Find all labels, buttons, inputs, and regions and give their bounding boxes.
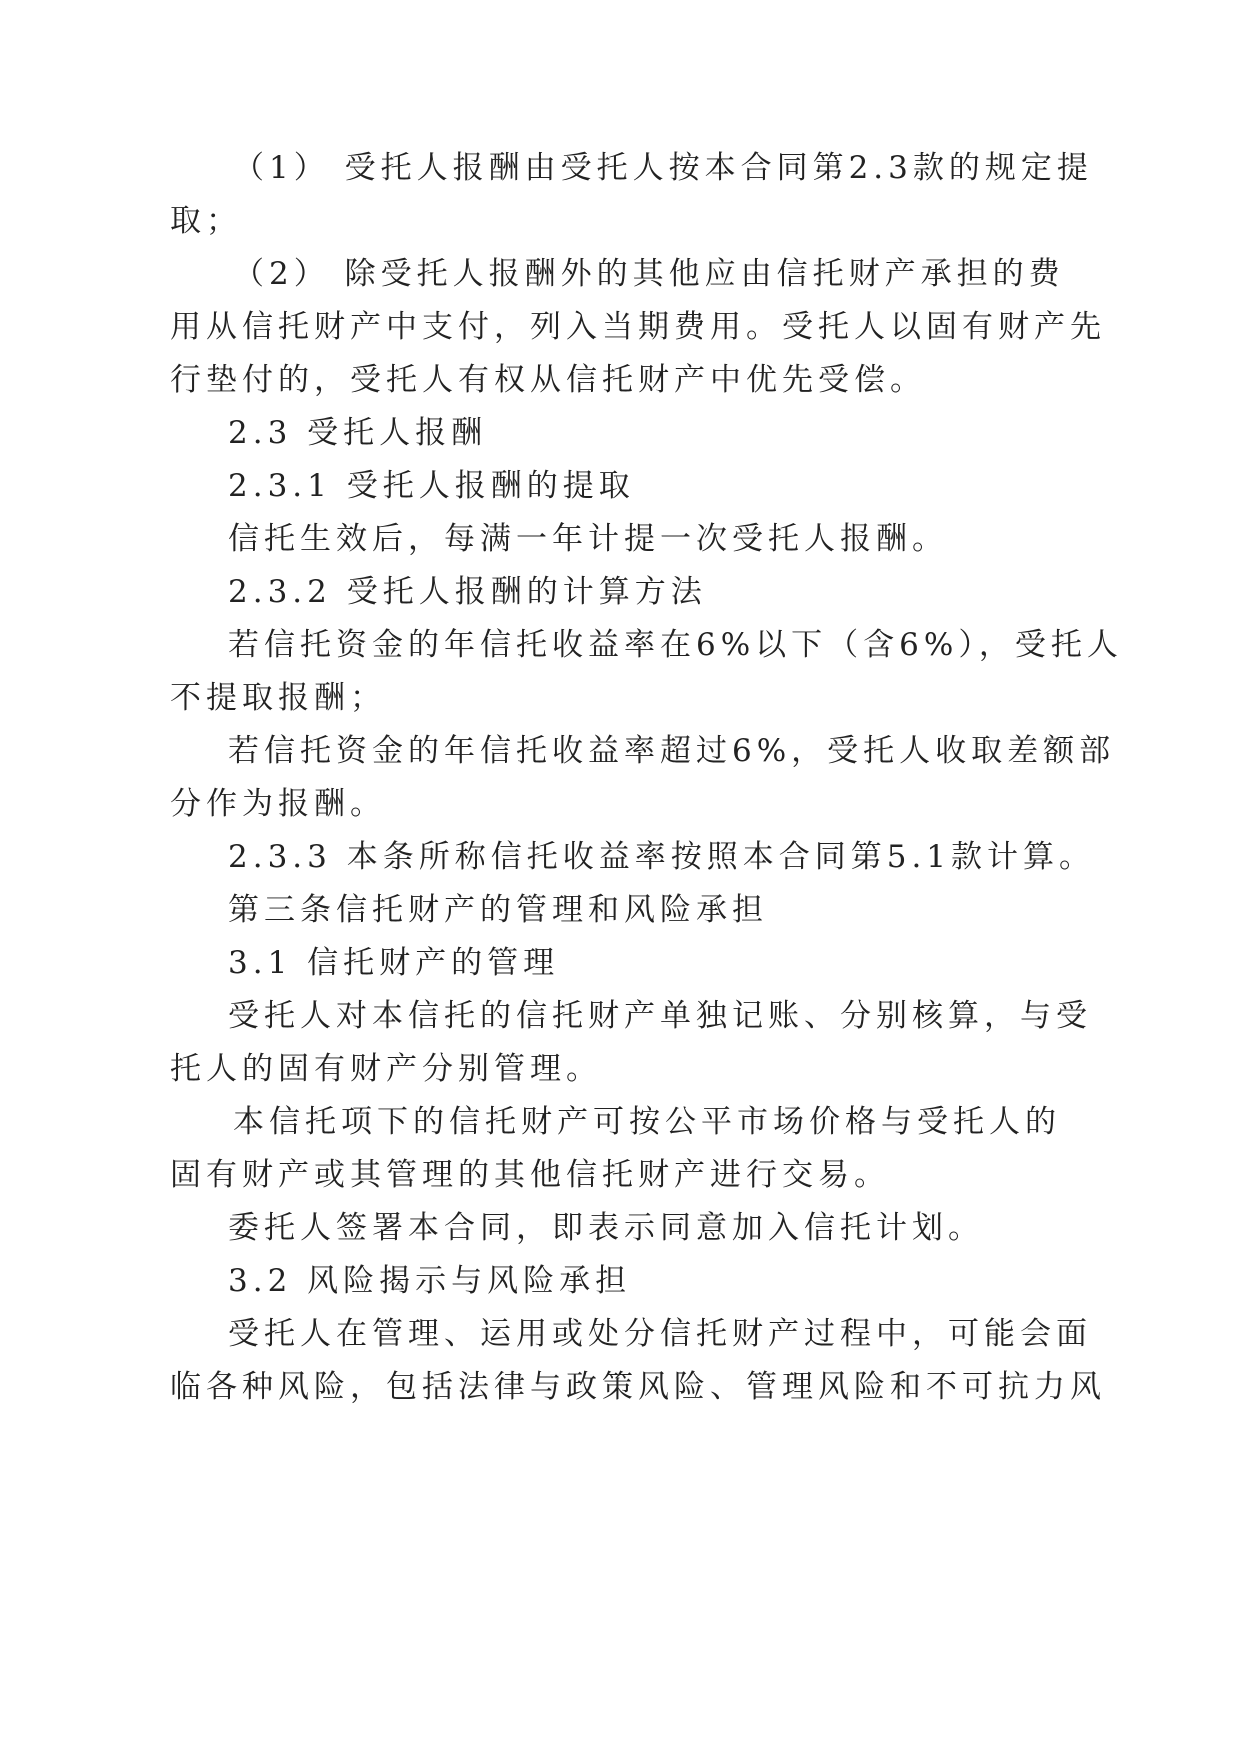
text-line: 固有财产或其管理的其他信托财产进行交易。 — [170, 1157, 890, 1193]
text-line: 行垫付的，受托人有权从信托财产中优先受偿。 — [170, 362, 926, 398]
text-line: 信托生效后，每满一年计提一次受托人报酬。 — [228, 521, 948, 557]
text-line: 若信托资金的年信托收益率在6%以下（含6%），受托人 — [228, 627, 1123, 663]
text-line: 临各种风险，包括法律与政策风险、管理风险和不可抗力风 — [170, 1369, 1106, 1405]
article-heading: 第三条信托财产的管理和风险承担 — [228, 892, 768, 928]
text-line: 本信托项下的信托财产可按公平市场价格与受托人的 — [233, 1104, 1061, 1140]
subsection-heading: 2.3.3 本条所称信托收益率按照本合同第5.1款计算。 — [228, 839, 1096, 875]
text-line: 用从信托财产中支付，列入当期费用。受托人以固有财产先 — [170, 309, 1106, 345]
section-heading: 3.1 信托财产的管理 — [228, 945, 560, 981]
text-line: 若信托资金的年信托收益率超过6%，受托人收取差额部 — [228, 733, 1116, 769]
text-line: 托人的固有财产分别管理。 — [170, 1051, 602, 1087]
text-line: （2） 除受托人报酬外的其他应由信托财产承担的费 — [233, 256, 1065, 292]
text-line: 受托人在管理、运用或处分信托财产过程中，可能会面 — [228, 1316, 1092, 1352]
text-line: 取； — [170, 203, 242, 239]
section-heading: 2.3 受托人报酬 — [228, 415, 488, 451]
subsection-heading: 2.3.2 受托人报酬的计算方法 — [228, 574, 707, 610]
text-line: 受托人对本信托的信托财产单独记账、分别核算，与受 — [228, 998, 1092, 1034]
subsection-heading: 2.3.1 受托人报酬的提取 — [228, 468, 635, 504]
text-line: （1） 受托人报酬由受托人按本合同第2.3款的规定提 — [233, 150, 1093, 186]
section-heading: 3.2 风险揭示与风险承担 — [228, 1263, 632, 1299]
text-line: 分作为报酬。 — [170, 786, 386, 822]
text-line: 不提取报酬； — [170, 680, 386, 716]
text-line: 委托人签署本合同，即表示同意加入信托计划。 — [228, 1210, 984, 1246]
